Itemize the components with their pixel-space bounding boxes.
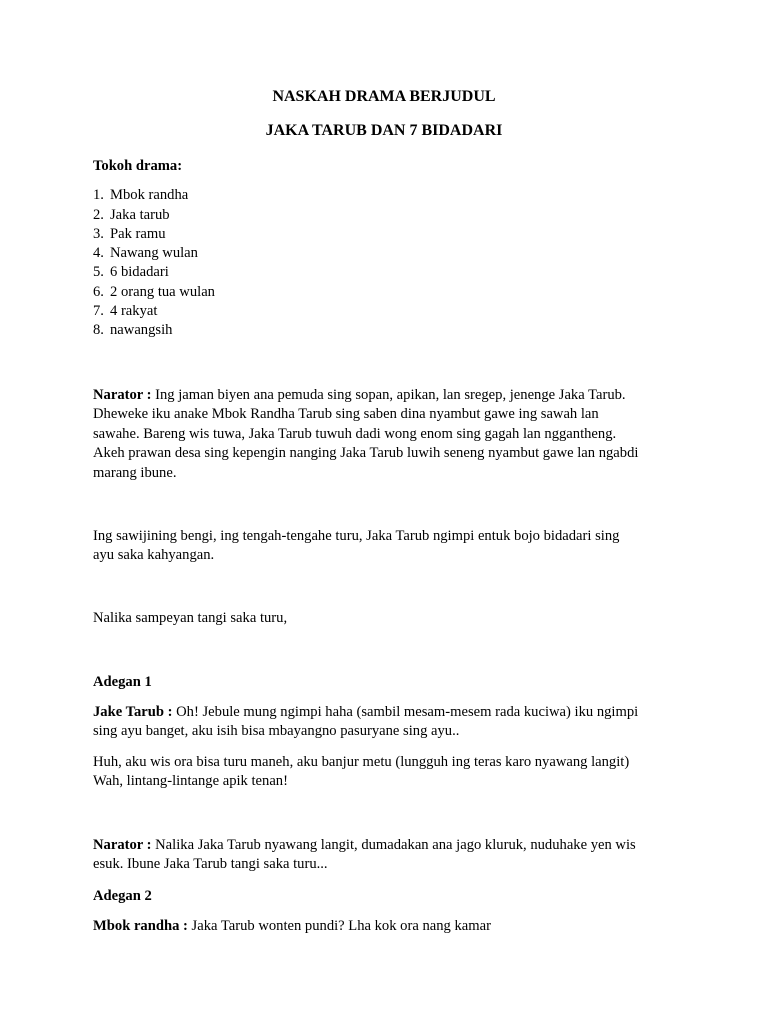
dialogue-text: Nalika Jaka Tarub nyawang langit, dumadakan ana jago kluruk, nuduhake yen wis (155, 837, 636, 853)
scene-1-heading: Adegan 1 (93, 674, 152, 690)
list-number: 5. (93, 264, 104, 280)
list-text: Pak ramu (110, 226, 166, 242)
list-number: 4. (93, 245, 104, 261)
paragraph-line: sawahe. Bareng wis tuwa, Jaka Tarub tuwuh dadi wong enom sing gagah lan nggantheng. (93, 426, 617, 442)
list-number: 1. (93, 187, 104, 203)
list-text: 4 rakyat (110, 303, 158, 319)
paragraph-line: ayu saka kahyangan. (93, 547, 215, 563)
dialogue-text: Jaka Tarub wonten pundi? Lha kok ora nang kamar (191, 918, 491, 934)
paragraph-line: Wah, lintang-lintange apik tenan! (93, 773, 288, 789)
speaker-label: Mbok randha : (93, 918, 192, 934)
paragraph-line: Akeh prawan desa sing kepengin nanging Jaka Tarub luwih seneng nyambut gawe lan ngabdi (93, 445, 639, 461)
scene-2-heading: Adegan 2 (93, 888, 152, 904)
list-number: 3. (93, 226, 104, 242)
paragraph-line (93, 836, 636, 856)
list-number: 2. (93, 207, 104, 223)
paragraph-line: Huh, aku wis ora bisa turu maneh, aku banjur metu (lungguh ing teras karo nyawang langit) (93, 754, 630, 770)
list-text: nawangsih (110, 322, 173, 338)
list-text: 2 orang tua wulan (110, 284, 215, 300)
speaker-label: Jake Tarub : (93, 704, 177, 720)
dialogue-text: Oh! Jebule mung ngimpi haha (sambil mesam-mesem rada kuciwa) iku ngimpi (176, 704, 639, 720)
paragraph-line: Dheweke iku anake Mbok Randha Tarub sing saben dina nyambut gawe ing sawah lan (93, 406, 599, 422)
cast-heading: Tokoh drama: (93, 158, 183, 174)
document-subtitle: JAKA TARUB DAN 7 BIDADARI (265, 122, 503, 139)
wake-paragraph: Nalika sampeyan tangi saka turu, (93, 610, 288, 626)
paragraph-line: sing ayu banget, aku isih bisa mbayangno pasuryane sing ayu.. (93, 723, 460, 739)
list-number: 8. (93, 322, 104, 338)
list-number: 6. (93, 284, 104, 300)
list-text: Mbok randha (110, 187, 189, 203)
list-text: Jaka tarub (110, 207, 170, 223)
mbok-dialogue (93, 917, 491, 937)
document-title: NASKAH DRAMA BERJUDUL (272, 88, 496, 105)
dialogue-text: Ing jaman biyen ana pemuda sing sopan, apikan, lan sregep, jenenge Jaka Tarub. (155, 387, 626, 403)
list-text: 6 bidadari (110, 264, 169, 280)
paragraph-line (93, 703, 638, 723)
paragraph-line: esuk. Ibune Jaka Tarub tangi saka turu... (93, 856, 328, 872)
speaker-label: Narator : (93, 387, 156, 403)
list-text: Nawang wulan (110, 245, 198, 261)
speaker-label: Narator : (93, 837, 156, 853)
paragraph-line: marang ibune. (93, 465, 177, 481)
list-number: 7. (93, 303, 104, 319)
paragraph-line (93, 386, 626, 406)
paragraph-line: Ing sawijining bengi, ing tengah-tengahe turu, Jaka Tarub ngimpi entuk bojo bidadari sing (93, 528, 620, 544)
